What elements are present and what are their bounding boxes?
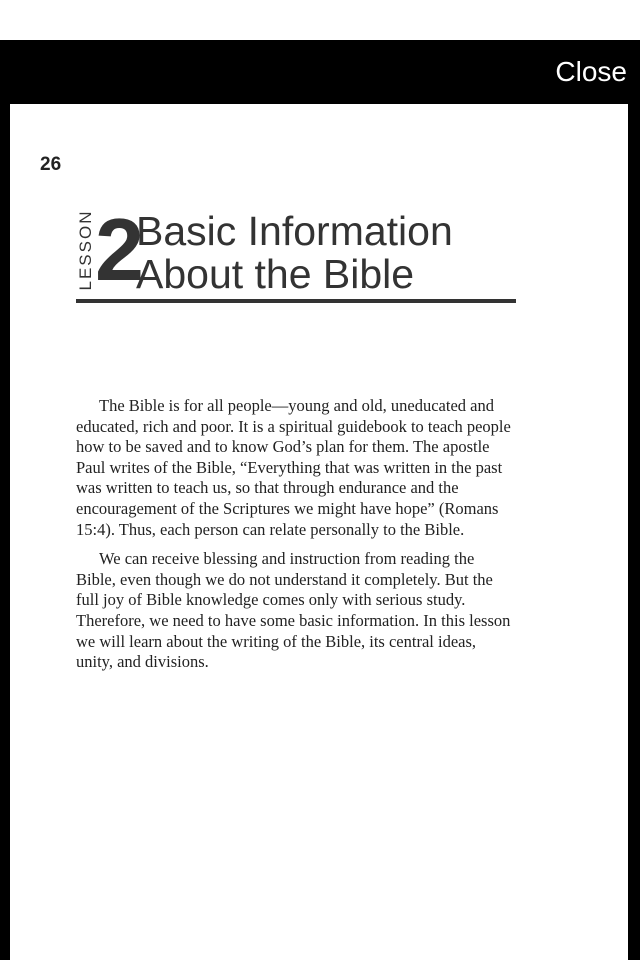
close-button[interactable]: Close xyxy=(555,56,627,87)
top-toolbar xyxy=(0,40,640,104)
lesson-label-text: LESSON xyxy=(76,209,95,291)
lesson-title-line-2: About the Bible xyxy=(136,251,415,297)
body-paragraph: The Bible is for all people—young and old, uneducated and educated, rich and poor. It is a spiritual guidebook to teach people how to be saved and to know God’s plan for them. The apostle Paul writes of the Bible, “Everything that was written in the past was written to teach us, so that through endurance and the encouragement of the Scriptures we might have hope” (Romans 15:4). Thus, each person can relate personally to the Bible. xyxy=(76,396,511,539)
lesson-title-line-1: Basic Information xyxy=(136,208,453,254)
lesson-title xyxy=(136,210,536,296)
frame-left-border xyxy=(0,104,10,960)
body-paragraph: We can receive blessing and instruction from reading the Bible, even though we do not understand it completely. But the full joy of Bible knowledge comes only with serious study. Therefore, we need to have some basic information. In this lesson we will learn about the writing of the Bible, its central ideas, unity, and divisions. xyxy=(76,549,511,672)
lesson-label xyxy=(76,206,96,294)
page-number: 26 xyxy=(40,154,62,175)
title-underline-rule xyxy=(76,299,516,303)
status-bar-area xyxy=(0,0,640,40)
book-page[interactable] xyxy=(10,104,628,960)
lesson-number: 2 xyxy=(95,200,140,299)
body-text xyxy=(76,396,512,682)
frame-right-border xyxy=(628,104,640,960)
